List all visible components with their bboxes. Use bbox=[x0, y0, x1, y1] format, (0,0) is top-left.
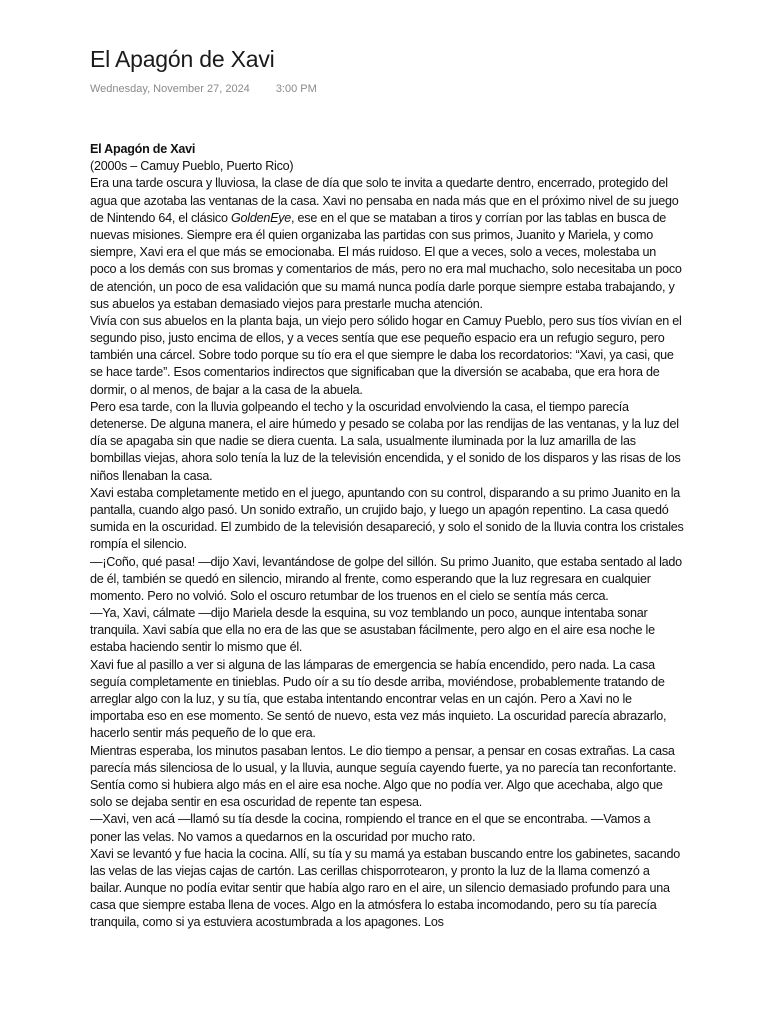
paragraph-text: Era una tarde oscura y lluviosa, la clase de día que solo te invita a quedarte dentro, encerrado, protegido del agua que azotaba las ventanas de la casa. Xavi no pensaba en nada más que en el próximo nivel de su juego de Nintendo 64, el clásico bbox=[90, 176, 679, 225]
story-paragraph: Xavi se levantó y fue hacia la cocina. Allí, su tía y su mamá ya estaban buscando entre los gabinetes, sacando las velas de las viejas cajas de cartón. Las cerillas chisporrotearon, y pronto la luz de la llama comenzó a bailar. Aunque no podía evitar sentir que había algo raro en el aire, un silencio demasiado profundo para una casa que siempre estaba llena de voces. Algo en la atmósfera lo estaba incomodando, pero su tía parecía tranquila, como si ya estuviera acostumbrada a los apagones. Los bbox=[90, 846, 680, 930]
story-paragraph: Vivía con sus abuelos en la planta baja, un viejo pero sólido hogar en Camuy Pueblo, pero sus tíos vivían en el segundo piso, justo encima de ellos, y a veces sentía que ese pequeño espacio era un refugio seguro, pero también una cárcel. Sobre todo porque su tío era el que siempre le daba los recordatorios: “Xavi, ya casi, que se hace tarde”. Esos comentarios indirectos que significaban que la diversión se acababa, que era hora de dormir, o al menos, de bajar a la casa de la abuela. bbox=[90, 313, 682, 397]
story-subtitle: (2000s – Camuy Pueblo, Puerto Rico) bbox=[90, 159, 294, 174]
story-paragraph: —¡Coño, qué pasa! —dijo Xavi, levantándose de golpe del sillón. Su primo Juanito, que estaba sentado al lado de él, también se quedó en silencio, mirando al frente, como esperando que la luz regresara en cualquier momento. Pero no volvió. Solo el oscuro retumbar de los truenos en el cielo se sentía más cerca. bbox=[90, 554, 682, 603]
page-metadata bbox=[90, 83, 317, 95]
story-paragraph: —Ya, Xavi, cálmate —dijo Mariela desde la esquina, su voz temblando un poco, aunque intentaba sonar tranquila. Xavi sabía que ella no era de las que se asustaban fácilmente, pero algo en el aire esa noche le estaba haciendo sentir lo mismo que él. bbox=[90, 606, 655, 655]
story-heading: El Apagón de Xavi bbox=[90, 142, 196, 156]
story-paragraph: Pero esa tarde, con la lluvia golpeando el techo y la oscuridad envolviendo la casa, el tiempo parecía detenerse. De alguna manera, el aire húmedo y pesado se colaba por las rendijas de las ventanas, y la luz del día se apagaba sin que nadie se diera cuenta. La sala, usualmente iluminada por la luz amarilla de las bombillas viejas, ahora solo tenía la luz de la televisión encendida, y el sonido de los disparos y las risas de los niños llenaban la casa. bbox=[90, 399, 681, 483]
game-title: GoldenEye bbox=[230, 210, 292, 225]
page-title[interactable]: El Apagón de Xavi bbox=[90, 46, 275, 72]
story-paragraph: Xavi fue al pasillo a ver si alguna de las lámparas de emergencia se había encendido, pero nada. La casa seguía completamente en tinieblas. Pudo oír a su tío desde arriba, moviéndose, probablemente tratando de arreglar algo con la luz, y su tía, que estaba intentando encontrar velas en un cajón. Pero a Xavi no le importaba eso en ese momento. Se sentó de nuevo, esta vez más inquieto. La oscuridad parecía abrazarlo, hacerlo sentir más pequeño de lo que era. bbox=[90, 657, 667, 741]
story-paragraph: Mientras esperaba, los minutos pasaban lentos. Le dio tiempo a pensar, a pensar en cosas extrañas. La casa parecía más silenciosa de lo usual, y la lluvia, aunque seguía cayendo fuerte, ya no parecía tan reconfortante. Sentía como si hubiera algo más en el aire esa noche. Algo que no podía ver. Algo que acechaba, algo que solo se dejaba sentir en esa oscuridad de repente tan espesa. bbox=[90, 743, 677, 810]
paragraph-text: , ese en el que se mataban a tiros y corrían por las tablas en busca de nuevas misiones. Siempre era él quien organizaba las partidas con sus primos, Juanito y Mariela, y como siempre, Xavi era el que más se emocionaba. El más ruidoso. El que a veces, solo a veces, molestaba un poco a los demás con sus bromas y comentarios de más, pero no era mal muchacho, solo necesitaba un poco de atención, un poco de esa validación que su mamá nunca podía darle porque siempre estaba trabajando, y sus abuelos ya estaban demasiado viejos para prestarle mucha atención. bbox=[90, 210, 682, 311]
page-date: Wednesday, November 27, 2024 bbox=[90, 83, 250, 95]
page-time: 3:00 PM bbox=[275, 83, 317, 95]
story-paragraph: —Xavi, ven acá —llamó su tía desde la cocina, rompiendo el trance en el que se encontraba. —Vamos a poner las velas. No vamos a quedarnos en la oscuridad por mucho rato. bbox=[90, 812, 651, 844]
note-body[interactable] bbox=[90, 141, 684, 932]
story-paragraph bbox=[90, 175, 684, 313]
story-paragraph: Xavi estaba completamente metido en el juego, apuntando con su control, disparando a su primo Juanito en la pantalla, cuando algo pasó. Un sonido extraño, un crujido bajo, y luego un apagón repentino. La casa quedó sumida en la oscuridad. El zumbido de la televisión desapareció, y solo el sonido de la lluvia contra los cristales rompía el silencio. bbox=[90, 485, 684, 552]
